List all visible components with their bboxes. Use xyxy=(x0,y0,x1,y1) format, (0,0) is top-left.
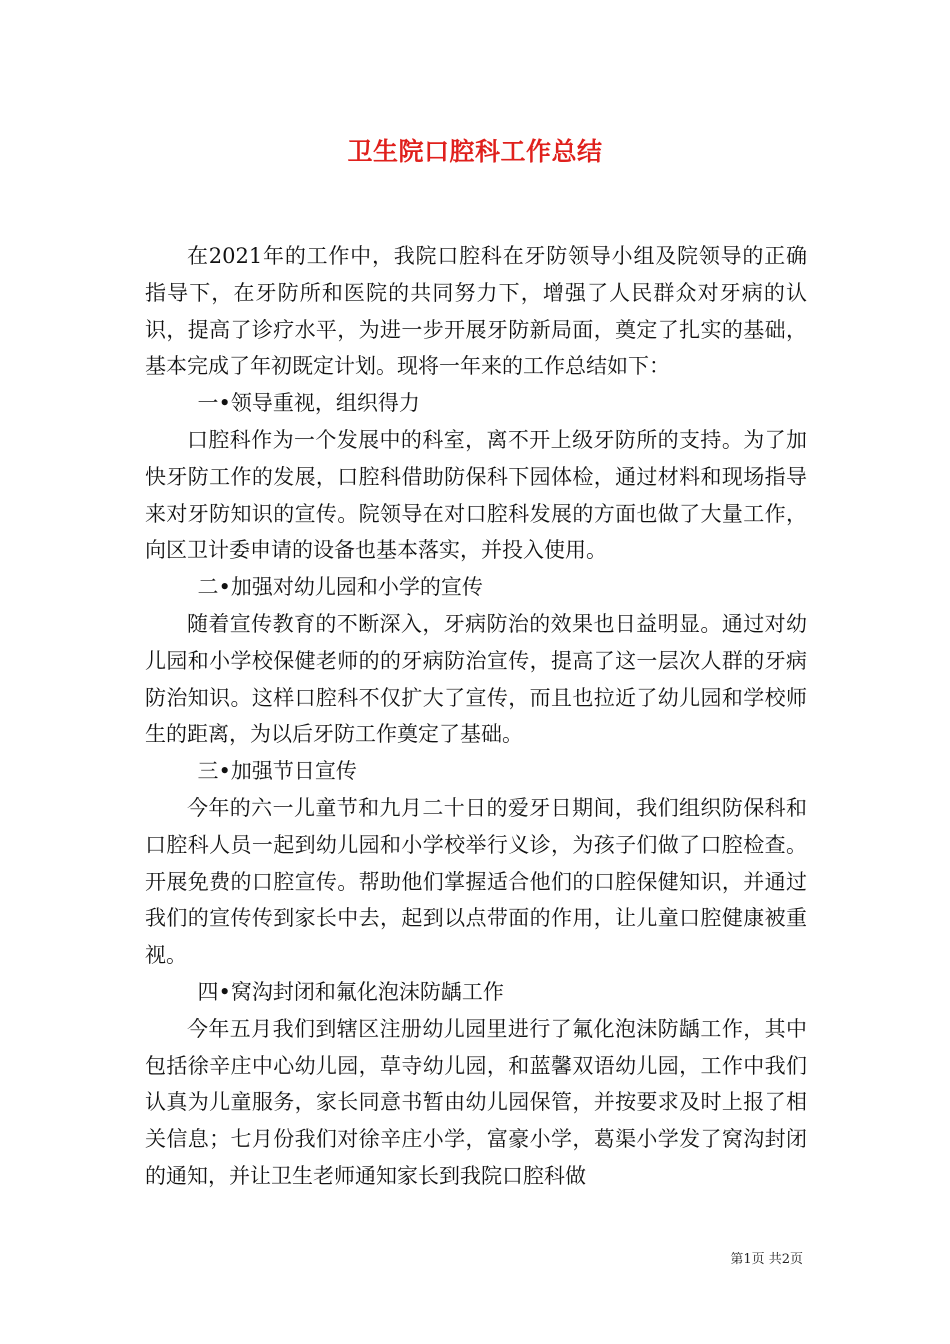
page-title: 卫生院口腔科工作总结 xyxy=(347,137,603,166)
section-paragraph-2: 随着宣传教育的不断深入，牙病防治的效果也日益明显。通过对幼儿园和小学校保健老师的的牙病防治宣传，提高了这一层次人群的牙病防治知识。这样口腔科不仅扩大了宣传，而且也拉近了幼儿园和学校师生的距离，为以后牙防工作奠定了基础。 xyxy=(145,611,807,747)
section-heading-1: 一•领导重视，组织得力 xyxy=(197,391,420,416)
section-paragraph-4: 今年五月我们到辖区注册幼儿园里进行了氟化泡沫防龋工作，其中包括徐辛庄中心幼儿园，草寺幼儿园，和蓝馨双语幼儿园，工作中我们认真为儿童服务，家长同意书暂由幼儿园保管，并按要求及时上报了相关信息；七月份我们对徐辛庄小学，富豪小学，葛渠小学发了窝沟封闭的通知，并让卫生老师通知家长到我院口腔科做 xyxy=(145,1016,807,1188)
section-paragraph-1: 口腔科作为一个发展中的科室，离不开上级牙防所的支持。为了加快牙防工作的发展，口腔科借助防保科下园体检，通过材料和现场指导来对牙防知识的宣传。院领导在对口腔科发展的方面也做了大量工作，向区卫计委申请的设备也基本落实，并投入使用。 xyxy=(145,427,807,563)
page-number-footer: 第1页 共2页 xyxy=(730,1252,803,1267)
intro-paragraph: 在2021年的工作中，我院口腔科在牙防领导小组及院领导的正确指导下，在牙防所和医院的共同努力下，增强了人民群众对牙病的认识，提高了诊疗水平，为进一步开展牙防新局面，奠定了扎实的基础，基本完成了年初既定计划。现将一年来的工作总结如下： xyxy=(145,244,807,379)
section-paragraph-3: 今年的六一儿童节和九月二十日的爱牙日期间，我们组织防保科和口腔科人员一起到幼儿园和小学校举行义诊，为孩子们做了口腔检查。开展免费的口腔宣传。帮助他们掌握适合他们的口腔保健知识，并通过我们的宣传传到家长中去，起到以点带面的作用，让儿童口腔健康被重视。 xyxy=(145,795,807,968)
section-heading-4: 四•窝沟封闭和氟化泡沫防龋工作 xyxy=(197,979,504,1004)
document-body xyxy=(145,238,807,1195)
section-heading-3: 三•加强节日宣传 xyxy=(197,759,357,784)
section-heading-2: 二•加强对幼儿园和小学的宣传 xyxy=(197,575,483,600)
